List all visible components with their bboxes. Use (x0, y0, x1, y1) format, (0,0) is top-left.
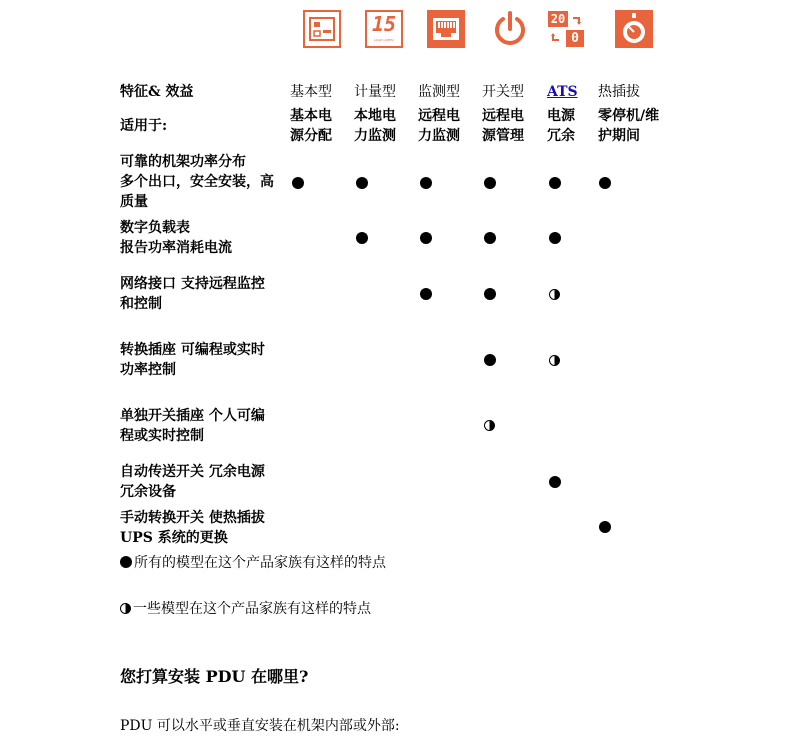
legend-half-dot-icon (120, 603, 131, 614)
suitable-switched-line1: 远程电 (482, 108, 524, 124)
feature-4-ats-half-dot (549, 355, 560, 366)
legend-some-models-text: 一些模型在这个产品家族有这样的特点 (133, 601, 371, 617)
feature-6-line1: 自动传送开关 冗余电源 (120, 464, 265, 480)
power-switch-icon (491, 10, 529, 48)
feature-5-switched-half-dot (484, 420, 495, 431)
section-body: PDU 可以水平或垂直安装在机架内部或外部: (120, 718, 400, 734)
column-basic: 基本型 (290, 84, 332, 100)
meter-caption: LOAD (AMPS) (374, 38, 394, 42)
feature-1-basic-dot (292, 177, 304, 189)
suitable-basic-line1: 基本电 (290, 108, 332, 124)
legend-all-models-text: 所有的模型在这个产品家族有这样的特点 (134, 555, 386, 571)
suitable-hotswap-line2: 护期间 (598, 128, 640, 144)
section-heading: 您打算安装 PDU 在哪里? (120, 667, 309, 686)
ats-bottom-value: 0 (571, 31, 579, 46)
ats-top-value: 20 (550, 12, 566, 26)
feature-2-line1: 数字负载表 (120, 220, 190, 236)
feature-2-monitored-dot (420, 232, 432, 244)
feature-2-switched-dot (484, 232, 496, 244)
feature-4-switched-dot (484, 354, 496, 366)
column-monitored: 监测型 (418, 84, 460, 100)
feature-1-ats-dot (549, 177, 561, 189)
feature-7-line1: 手动转换开关 使热插拔 (120, 510, 265, 526)
feature-3-monitored-dot (420, 288, 432, 300)
suitable-label: 适用于: (120, 118, 168, 134)
feature-5-line2: 程或实时控制 (120, 428, 204, 444)
metered-pdu-icon (365, 10, 403, 48)
feature-7-hotswap-dot (599, 521, 611, 533)
feature-1-metered-dot (356, 177, 368, 189)
feature-1-line2: 多个出口，安全安装，高 (120, 174, 274, 190)
suitable-monitored-line2: 力监测 (418, 128, 460, 144)
suitable-monitored-line1: 远程电 (418, 108, 460, 124)
feature-2-line2: 报告功率消耗电流 (120, 240, 232, 256)
feature-1-line1: 可靠的机架功率分布 (120, 154, 246, 170)
column-ats-link[interactable]: ATS (547, 84, 578, 100)
feature-4-line1: 转换插座 可编程或实时 (120, 342, 265, 358)
features-header: 特征& 效益 (120, 84, 194, 100)
column-hot-swap: 热插拔 (598, 84, 640, 100)
feature-2-metered-dot (356, 232, 368, 244)
suitable-ats-line1: 电源 (547, 108, 575, 124)
feature-6-ats-dot (549, 476, 561, 488)
feature-3-line2: 和控制 (120, 296, 162, 312)
ats-transfer-icon (547, 10, 585, 48)
feature-5-line1: 单独开关插座 个人可编 (120, 408, 265, 424)
suitable-switched-line2: 源管理 (482, 128, 524, 144)
basic-pdu-icon (303, 10, 341, 48)
feature-1-switched-dot (484, 177, 496, 189)
feature-1-hotswap-dot (599, 177, 611, 189)
feature-6-line2: 冗余设备 (120, 484, 176, 500)
suitable-hotswap-line1: 零停机/维 (598, 108, 660, 124)
legend-full-dot-icon (120, 556, 132, 568)
feature-4-line2: 功率控制 (120, 362, 176, 378)
hot-swap-knob-icon (615, 10, 653, 48)
suitable-metered-line2: 力监测 (354, 128, 396, 144)
column-switched: 开关型 (482, 84, 524, 100)
feature-7-line2: UPS 系统的更换 (120, 530, 228, 546)
legend-some-models (120, 599, 371, 619)
network-port-icon (427, 10, 465, 48)
feature-2-ats-dot (549, 232, 561, 244)
suitable-basic-line2: 源分配 (290, 128, 332, 144)
feature-3-ats-half-dot (549, 289, 560, 300)
suitable-ats-line2: 冗余 (547, 128, 575, 144)
suitable-metered-line1: 本地电 (354, 108, 396, 124)
column-metered: 计量型 (354, 84, 396, 100)
feature-3-line1: 网络接口 支持远程监控 (120, 276, 265, 292)
feature-3-switched-dot (484, 288, 496, 300)
legend-all-models (120, 553, 386, 573)
feature-1-line3: 质量 (120, 194, 148, 210)
meter-display-value: 15 (371, 12, 397, 36)
feature-1-monitored-dot (420, 177, 432, 189)
